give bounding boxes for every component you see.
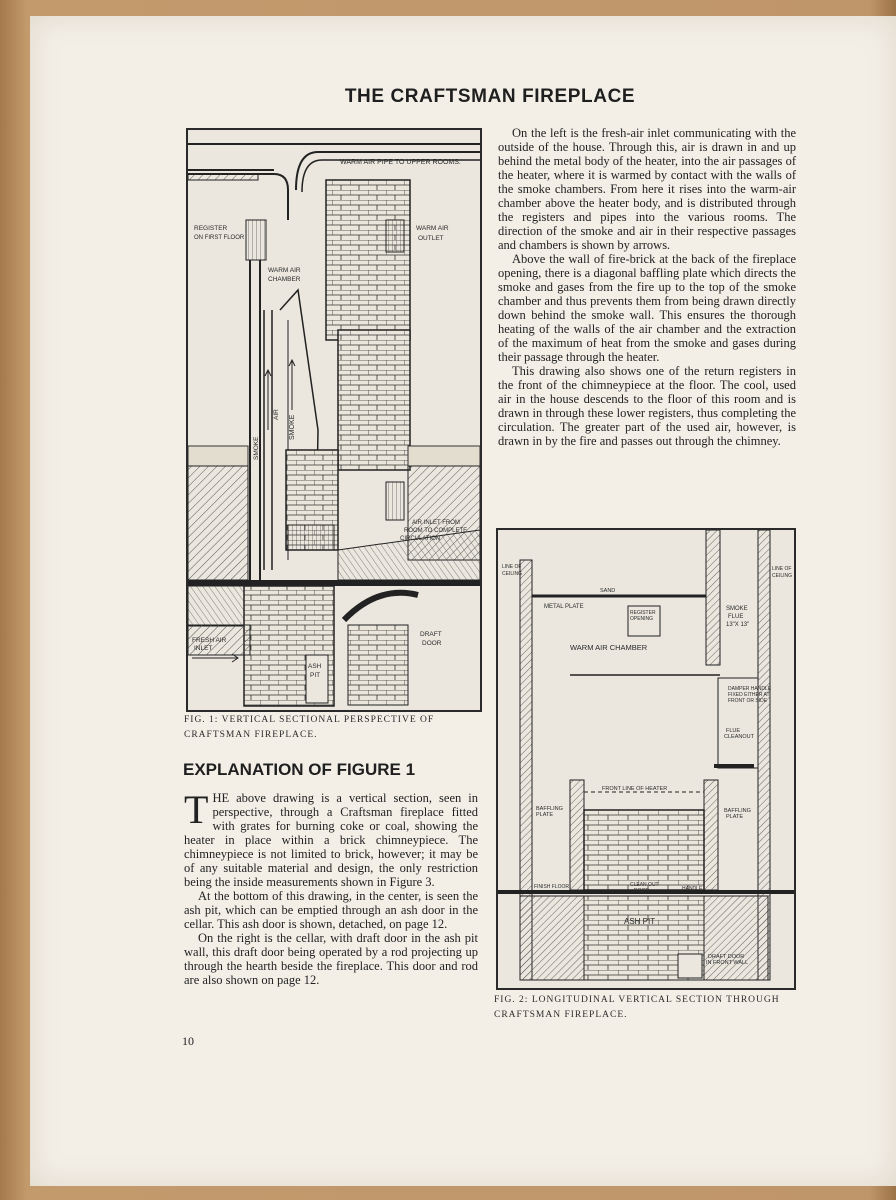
fig2-label-line-of-ceiling-r1: LINE OF [772, 566, 792, 572]
fig2-label-front-line-heater: FRONT LINE OF HEATER [602, 786, 668, 792]
right-column-text [498, 126, 796, 448]
fig2-label-sand: SAND [600, 588, 616, 594]
fig1-label-warm-air-chamber-2: CHAMBER [268, 276, 301, 283]
fig2-label-smoke-flue-1: SMOKE [726, 606, 748, 612]
fig2-label-smoke-flue-2: FLUE [728, 614, 744, 620]
figure-1-drawing [186, 128, 482, 712]
fig1-label-fresh-air-1: FRESH AIR [192, 637, 227, 644]
fig2-label-draft-door-1: DRAFT DOOR [708, 954, 745, 960]
fig2-label-ash-pit: ASH PIT [624, 917, 656, 926]
fig2-label-finish-floor: FINISH FLOOR [534, 884, 570, 890]
figure-2-caption: FIG. 2: LONGITUDINAL VERTICAL SECTION THROUGH CRAFTSMAN FIREPLACE. [494, 995, 780, 1020]
fig1-label-ash-pit-1: ASH [308, 663, 322, 670]
fig1-label-register-floor: ON FIRST FLOOR [194, 235, 245, 241]
fig2-label-register-opening-1: REGISTER [630, 610, 656, 616]
figure-1-caption: FIG. 1: VERTICAL SECTIONAL PERSPECTIVE OF CRAFTSMAN FIREPLACE. [184, 715, 435, 740]
fig1-label-air-1: AIR [273, 409, 280, 420]
fig2-label-handle: HANDLE [682, 886, 703, 892]
fig1-label-air-inlet-1: AIR INLET FROM [412, 520, 460, 526]
explanation-heading: EXPLANATION OF FIGURE 1 [183, 760, 416, 779]
fig2-label-damper-2: FIXED EITHER AT [728, 692, 770, 698]
figure-2-drawing [496, 528, 796, 990]
right-paragraph-3: This drawing also shows one of the return registers in the front of the chimneypiece at the floor. The cool, used air in the house descends to the floor of this room and is drawn in through these lower registers, thus completing the circulation. The greater part of the used air, however, is drawn in by the fire and passes out through the chimney. [498, 364, 796, 448]
fig2-label-damper-1: DAMPER HANDLE [728, 686, 772, 692]
fig1-label-air-inlet-2: ROOM TO COMPLETE [404, 528, 468, 534]
right-paragraph-1: On the left is the fresh-air inlet communicating with the outside of the house. Through this, air is drawn in and up behind the metal body of the heater, into the air passages of the heater, where it is warmed by contact with the walls of the smoke chambers. From here it rises into the warm-air chamber above the heater body, and is distributed through the registers and pipes into the various rooms. The direction of the smoke and air in their respective passages and chambers is shown by arrows. [498, 126, 796, 252]
fig2-label-clean-out-2: DOOR [634, 888, 649, 894]
explanation-paragraph-2: At the bottom of this drawing, in the center, is seen the ash pit, which can be emptied through an ash door in the cellar. This ash door is shown, detached, on page 12. [184, 889, 478, 931]
fig1-label-smoke-2: SMOKE [289, 414, 296, 440]
fig2-label-warm-air-chamber: WARM AIR CHAMBER [570, 643, 648, 652]
fig1-label-fresh-air-2: INLET [194, 645, 213, 652]
explanation-paragraph-3: On the right is the cellar, with draft door in the ash pit wall, this draft door being operated by a rod projecting up through the hearth beside the fireplace. This door and rod are also shown on page 12. [184, 931, 478, 987]
fig1-label-register: REGISTER [194, 225, 228, 232]
left-column-text [184, 787, 478, 987]
fig2-label-baffling-r1: BAFFLING [724, 808, 751, 814]
fig2-label-metal-plate: METAL PLATE [544, 604, 584, 610]
right-paragraph-2: Above the wall of fire-brick at the back of the fireplace opening, there is a diagonal baffling plate which directs the smoke and gases from the fire up to the top of the smoke chamber and thus prevents them from being drawn directly down behind the smoke wall. This ensures the thorough heating of the walls of the air chamber and the extraction of the maximum of heat from the smoke and gases during their passage through the heater. [498, 252, 796, 364]
fig2-label-flue-cleanout-1: FLUE [726, 728, 741, 734]
fig2-label-baffling-l1: BAFFLING [536, 806, 563, 812]
page-title: THE CRAFTSMAN FIREPLACE [344, 86, 636, 107]
explanation-paragraph-1 [184, 787, 478, 889]
fig2-label-line-of-ceiling-r2: CEILING [772, 573, 793, 579]
fig2-label-clean-out-1: CLEAN OUT [630, 882, 659, 888]
page-number: 10 [182, 1034, 194, 1048]
drop-cap: T [184, 787, 209, 832]
fig1-label-draft-2: DOOR [422, 640, 442, 647]
fig1-label-warm-air-outlet-1: WARM AIR [416, 225, 449, 232]
fig2-label-smoke-flue-3: 13"X 13" [726, 622, 750, 628]
explanation-paragraph-1-text: HE above drawing is a vertical section, seen in perspective, through a Craftsman fireplace fitted with grates for burning coke or coal, showing the heater in place within a brick chimneypiece. The chimneypiece is not limited to brick, however; it may be of any suitable material and design, the only restriction being the inside measurements shown in Figure 3. [184, 791, 478, 889]
fig2-label-draft-door-2: IN FRONT WALL [706, 960, 749, 966]
fig1-label-air-inlet-3: CIRCULATION [400, 536, 441, 542]
fig1-label-warm-air-outlet-2: OUTLET [418, 235, 444, 242]
fig2-label-baffling-l2: PLATE [536, 812, 554, 818]
fig2-label-flue-cleanout-2: CLEANOUT [724, 734, 754, 740]
fig2-label-line-of-ceiling-l2: CEILING [502, 571, 523, 577]
fig2-label-line-of-ceiling-l1: LINE OF [502, 564, 522, 570]
fig1-label-smoke-1: SMOKE [253, 436, 260, 460]
fig2-label-register-opening-2: OPENING [630, 616, 654, 622]
figure-2-illustration [498, 530, 794, 988]
fig2-label-damper-3: FRONT OR SIDE [728, 698, 768, 704]
fig1-label-draft-1: DRAFT [420, 631, 442, 638]
fig1-label-ash-pit-2: PIT [310, 672, 321, 679]
fig1-label-warm-air-pipe: WARM AIR PIPE TO UPPER ROOMS. [340, 159, 461, 166]
fig2-label-baffling-r2: PLATE [726, 814, 744, 820]
figure-1-illustration [188, 130, 480, 710]
fig1-label-warm-air-chamber-1: WARM AIR [268, 267, 301, 274]
